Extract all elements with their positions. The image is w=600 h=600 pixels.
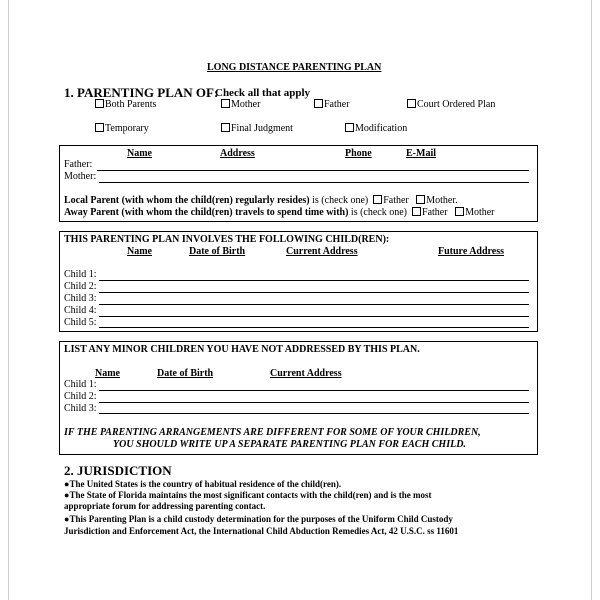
checkbox-icon[interactable] xyxy=(345,123,354,132)
option-temporary[interactable] xyxy=(95,123,149,134)
jurisdiction-bullet-3-continued: Jurisdiction and Enforcement Act, the International Child Abduction Remedies Act, 42 U.S.C. ss 11601 xyxy=(64,526,459,536)
child-entry-line[interactable] xyxy=(99,316,529,317)
page-left-edge xyxy=(8,0,9,600)
option-father[interactable] xyxy=(314,99,350,110)
option-label: Modification xyxy=(355,123,408,134)
option-label: Final Judgment xyxy=(231,123,293,134)
minor-child-row-label: Child 2: xyxy=(64,391,97,402)
jurisdiction-bullet-2 xyxy=(64,490,432,500)
minor-header-dob: Date of Birth xyxy=(157,368,214,379)
local-parent-row xyxy=(64,195,458,206)
father-row-label: Father: xyxy=(64,159,93,170)
option-label: Father xyxy=(324,99,350,110)
option-mother[interactable] xyxy=(221,99,260,110)
checkbox-icon[interactable] xyxy=(95,123,104,132)
checkbox-icon[interactable] xyxy=(407,99,416,108)
option-final-judgment[interactable] xyxy=(221,123,293,134)
checkbox-icon[interactable] xyxy=(95,99,104,108)
header-name: Name xyxy=(127,148,152,159)
away-parent-label: Away Parent (with whom the child(ren) travels to spend time with) xyxy=(64,207,349,218)
header-phone: Phone xyxy=(345,148,372,159)
minor-child-entry-line[interactable] xyxy=(99,413,529,414)
child-entry-line[interactable] xyxy=(99,327,529,328)
minor-child-row-label: Child 3: xyxy=(64,403,97,414)
bullet-icon: ● xyxy=(64,479,70,489)
checkbox-icon[interactable] xyxy=(221,123,230,132)
away-parent-mother: Mother xyxy=(465,207,495,218)
child-row-label: Child 4: xyxy=(64,305,97,316)
father-entry-line[interactable] xyxy=(97,170,529,171)
checkbox-icon[interactable] xyxy=(412,207,421,216)
mother-row-label: Mother: xyxy=(64,171,97,182)
minor-child-entry-line[interactable] xyxy=(99,390,529,391)
section2-heading: 2. JURISDICTION xyxy=(64,463,172,478)
option-label: Mother xyxy=(231,99,261,110)
separate-plan-note-line2: YOU SHOULD WRITE UP A SEPARATE PARENTING PLAN FOR EACH CHILD. xyxy=(113,439,466,450)
mother-entry-line[interactable] xyxy=(99,182,529,183)
checkbox-icon[interactable] xyxy=(416,195,425,204)
bullet-text: The State of Florida maintains the most significant contacts with the child(ren) and is the most xyxy=(69,490,432,500)
minor-child-row-label: Child 1: xyxy=(64,379,97,390)
jurisdiction-bullet-2-continued: appropriate forum for addressing parenting contact. xyxy=(64,501,266,511)
option-label: Both Parents xyxy=(105,99,157,110)
minor-box-heading: LIST ANY MINOR CHILDREN YOU HAVE NOT ADDRESSED BY THIS PLAN. xyxy=(64,344,420,355)
child-entry-line[interactable] xyxy=(99,292,529,293)
header-email: E-Mail xyxy=(406,148,436,159)
children-box-heading: THIS PARENTING PLAN INVOLVES THE FOLLOWING CHILD(REN): xyxy=(64,234,390,245)
away-parent-row xyxy=(64,207,495,218)
section1-instruction: Check all that apply xyxy=(215,87,311,99)
children-header-dob: Date of Birth xyxy=(189,246,246,257)
children-header-future-address: Future Address xyxy=(438,246,505,257)
bullet-icon: ● xyxy=(64,514,70,524)
document-title: LONG DISTANCE PARENTING PLAN xyxy=(207,62,382,73)
child-row-label: Child 1: xyxy=(64,269,97,280)
jurisdiction-bullet-3 xyxy=(64,514,453,524)
child-entry-line[interactable] xyxy=(99,280,529,281)
checkbox-icon[interactable] xyxy=(314,99,323,108)
child-row-label: Child 5: xyxy=(64,317,97,328)
minor-header-current-address: Current Address xyxy=(270,368,342,379)
local-parent-check-text: is (check one) xyxy=(312,195,369,206)
jurisdiction-bullet-1 xyxy=(64,479,341,489)
minor-header-name: Name xyxy=(95,368,120,379)
local-parent-mother: Mother. xyxy=(426,195,458,206)
away-parent-father: Father xyxy=(422,207,448,218)
bullet-text: This Parenting Plan is a child custody determination for the purposes of the Uniform Child Custody xyxy=(69,514,453,524)
option-modification[interactable] xyxy=(345,123,407,134)
option-both-parents[interactable] xyxy=(95,99,156,110)
bullet-text: The United States is the country of habitual residence of the child(ren). xyxy=(69,479,342,489)
child-row-label: Child 2: xyxy=(64,281,97,292)
child-row-label: Child 3: xyxy=(64,293,97,304)
page-right-edge xyxy=(591,0,592,600)
children-header-current-address: Current Address xyxy=(286,246,358,257)
local-parent-label: Local Parent (with whom the child(ren) regularly resides) xyxy=(64,195,310,206)
children-header-name: Name xyxy=(127,246,152,257)
child-entry-line[interactable] xyxy=(99,304,529,305)
header-address: Address xyxy=(220,148,255,159)
away-parent-check-text: is (check one) xyxy=(350,207,408,218)
checkbox-icon[interactable] xyxy=(373,195,382,204)
option-court-ordered-plan[interactable] xyxy=(407,99,495,110)
local-parent-father: Father xyxy=(383,195,409,206)
section1-heading: 1. PARENTING PLAN OF: xyxy=(64,85,219,100)
bullet-icon: ● xyxy=(64,490,70,500)
minor-child-entry-line[interactable] xyxy=(99,402,529,403)
option-label: Temporary xyxy=(105,123,149,134)
option-label: Court Ordered Plan xyxy=(417,99,496,110)
checkbox-icon[interactable] xyxy=(455,207,464,216)
separate-plan-note-line1: IF THE PARENTING ARRANGEMENTS ARE DIFFERENT FOR SOME OF YOUR CHILDREN, xyxy=(64,427,481,438)
checkbox-icon[interactable] xyxy=(221,99,230,108)
